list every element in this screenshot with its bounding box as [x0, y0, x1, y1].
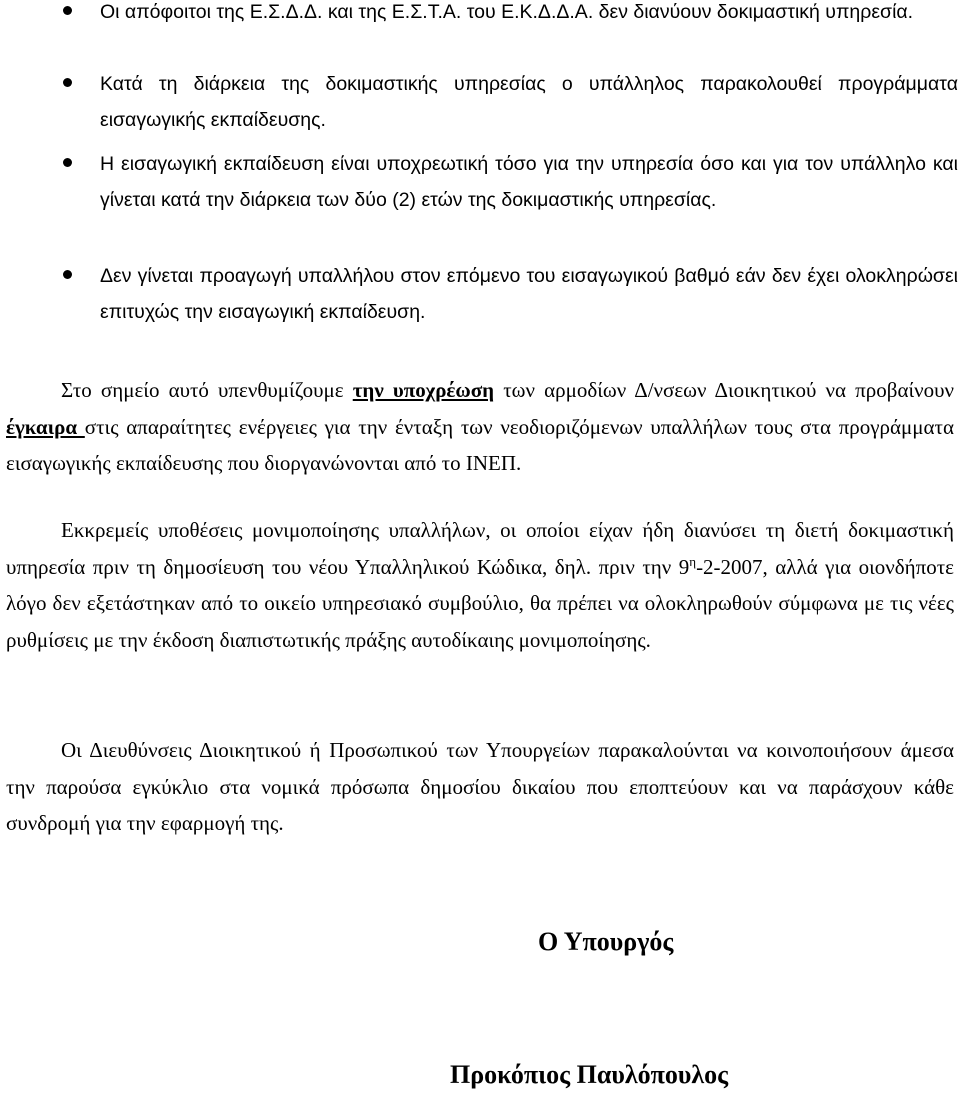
list-item — [100, 146, 958, 218]
emphasis-obligation: την υποχρέωση — [352, 378, 495, 402]
bullet-text: Η εισαγωγική εκπαίδευση είναι υποχρεωτική τόσο για την υπηρεσία όσο και για τον υπάλληλο και γίνεται κατά την διάρκεια των δύο (2) ετών της δοκιμαστικής υπηρεσίας. — [100, 153, 958, 211]
reminder-paragraph — [6, 372, 954, 482]
paragraph-text: Στο σημείο αυτό υπενθυμίζουμε — [61, 378, 353, 402]
paragraph-text: των αρμοδίων Δ/νσεων Διοικητικού να προβαίνουν — [494, 378, 954, 402]
bullet-icon — [63, 270, 72, 279]
bullet-icon — [63, 78, 72, 87]
pending-cases-paragraph — [6, 512, 954, 658]
paragraph-text: Εκκρεμείς υποθέσεις μονιμοποίησης υπαλλήλων, οι οποίοι είχαν ήδη διανύσει τη διετή δοκιμαστική υπηρεσία πριν τη δημοσίευση του νέου Υπαλληλικού Κώδικα, δηλ. πριν την 9 — [6, 518, 954, 579]
paragraph-text: Οι Διευθύνσεις Διοικητικού ή Προσωπικού των Υπουργείων παρακαλούνται να κοινοποιήσουν άμεσα την παρούσα εγκύκλιο στα νομικά πρόσωπα δημοσίου δικαίου που εποπτεύουν και να παράσχουν κάθε συνδρομή για την εφαρμογή της. — [6, 738, 954, 835]
emphasis-timely: έγκαιρα — [6, 414, 85, 439]
signature-name: Προκόπιος Παυλόπουλος — [450, 1060, 729, 1089]
bullet-text: Κατά τη διάρκεια της δοκιμαστικής υπηρεσίας ο υπάλληλος παρακολουθεί προγράμματα εισαγωγικής εκπαίδευσης. — [100, 73, 958, 131]
bullet-icon — [63, 158, 72, 167]
list-item — [100, 258, 958, 330]
directorates-paragraph — [6, 732, 954, 842]
bullet-text: Οι απόφοιτοι της Ε.Σ.Δ.Δ. και της Ε.Σ.Τ.Α. του Ε.Κ.Δ.Δ.Α. δεν διανύουν δοκιμαστική υπηρεσία. — [100, 1, 914, 23]
signature-title: Ο Υπουργός — [538, 927, 674, 956]
bullet-text: Δεν γίνεται προαγωγή υπαλλήλου στον επόμενο του εισαγωγικού βαθμό εάν δεν έχει ολοκληρώσει επιτυχώς την εισαγωγική εκπαίδευση. — [100, 265, 958, 323]
list-item — [100, 0, 958, 30]
paragraph-text: -2-2007, αλλά για οιονδήποτε λόγο δεν εξετάστηκαν από το οικείο υπηρεσιακό συμβούλιο, θα πρέπει να ολοκληρωθούν σύμφωνα με τις νέες ρυθμίσεις με την έκδοση διαπιστωτικής πράξης αυτοδίκαιης μονιμοποίησης. — [6, 554, 954, 652]
list-item — [100, 66, 958, 138]
paragraph-text: στις απαραίτητες ενέργειες για την ένταξη των νεοδιοριζόμενων υπαλλήλων τους στα προγράμματα εισαγωγικής εκπαίδευσης που διοργανώνονται από το ΙΝΕΠ. — [6, 414, 954, 475]
bullet-icon — [63, 6, 72, 15]
ordinal-superscript: η — [689, 553, 697, 569]
